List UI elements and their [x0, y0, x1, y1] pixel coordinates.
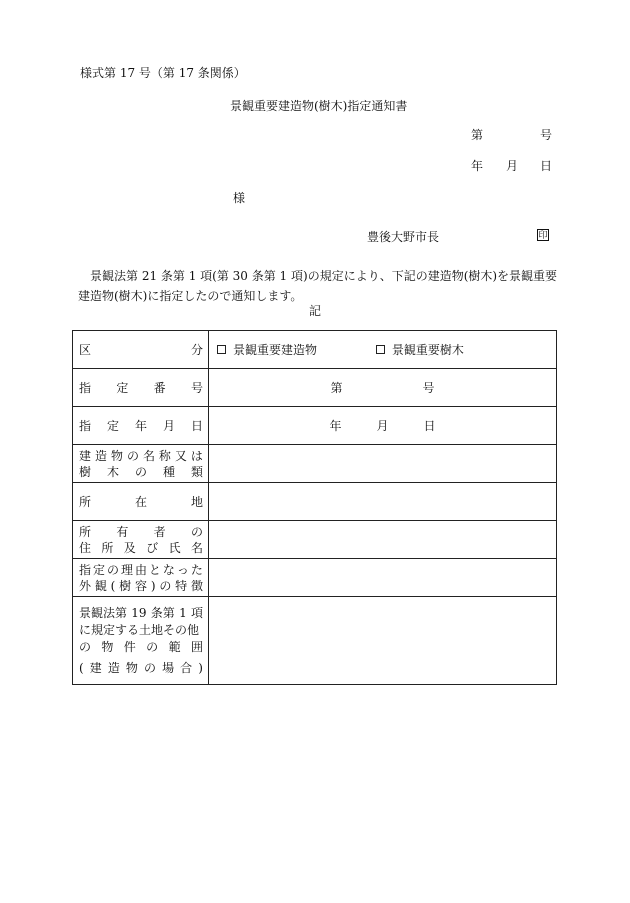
label-char: の [134, 464, 147, 479]
label-char: 樹 [79, 464, 92, 479]
label-char: 囲 [190, 639, 203, 654]
table-row [73, 407, 557, 445]
label-char: 項 [190, 605, 203, 620]
table-row [73, 369, 557, 407]
designation-reason-value[interactable] [209, 559, 557, 597]
property-scope-value[interactable] [209, 597, 557, 685]
label-char: 合 [180, 660, 193, 675]
label-char: の [126, 448, 139, 463]
label-char: の [190, 524, 203, 539]
label-char: 定 [92, 562, 105, 577]
seal-mark: 印 [538, 231, 548, 241]
label-char: 容 [134, 578, 147, 593]
issuer-name: 豊後大野市長 [367, 230, 440, 244]
row-label-location [73, 483, 209, 521]
location-value[interactable] [209, 483, 557, 521]
label-char: 物 [125, 660, 138, 675]
row-label-designation-number [73, 369, 209, 407]
table-row [73, 331, 557, 369]
label-char: 造 [107, 660, 120, 675]
number-prefix-label: 第 [330, 381, 343, 395]
label-char: 所 [79, 495, 92, 509]
label-char: 日 [190, 419, 203, 433]
label-char: 物 [110, 448, 123, 463]
owner-value[interactable] [209, 521, 557, 559]
label-char: 理 [120, 562, 133, 577]
label-char: 及 [123, 540, 136, 555]
date-day-cell-label: 日 [423, 419, 436, 433]
checkbox-tree[interactable] [376, 341, 464, 358]
label-char: 19 [131, 605, 147, 620]
label-char: 樹 [119, 578, 132, 593]
date-day-label: 日 [540, 159, 553, 173]
label-text: に規定する土地その他 [79, 622, 200, 637]
table-row [73, 445, 557, 483]
label-char: 番 [153, 381, 166, 395]
label-char: 物 [101, 639, 114, 654]
label-char: 者 [153, 524, 166, 539]
label-char: 又 [174, 448, 187, 463]
addressee-suffix: 様 [233, 191, 246, 205]
label-char: の [79, 639, 92, 654]
row-label-building-name [73, 445, 209, 483]
label-char: な [162, 562, 175, 577]
label-char: た [190, 562, 203, 577]
row-label-designation-date [73, 407, 209, 445]
label-char: 住 [79, 540, 92, 555]
label-char: び [146, 540, 159, 555]
label-char: 分 [190, 343, 203, 357]
label-char: 所 [101, 540, 114, 555]
label-char: 年 [134, 419, 147, 433]
category-value-cell [209, 331, 557, 369]
label-char: 号 [190, 381, 203, 395]
designation-details-table [72, 330, 557, 685]
label-char: 徴 [190, 578, 203, 593]
table-row [73, 521, 557, 559]
label-char: 外 [79, 578, 92, 593]
label-char: 特 [175, 578, 188, 593]
label-char: 地 [190, 495, 203, 509]
date-year-cell-label: 年 [329, 419, 342, 433]
label-char: ( [79, 660, 84, 675]
label-char: ) [150, 578, 156, 593]
label-char: 指 [79, 381, 92, 395]
label-char: 景観法第 [79, 605, 128, 620]
label-char: 有 [116, 524, 129, 539]
label-char: と [148, 562, 161, 577]
checkbox-building[interactable] [217, 341, 317, 358]
label-char: 観 [94, 578, 107, 593]
date-month-cell-label: 月 [376, 419, 389, 433]
label-char: 建 [79, 448, 92, 463]
number-prefix: 第 [471, 128, 484, 142]
label-char: 名 [142, 448, 155, 463]
form-number: 様式第 17 号（第 17 条関係） [80, 66, 246, 80]
label-char: っ [176, 562, 189, 577]
label-char: 氏 [168, 540, 181, 555]
row-label-category [73, 331, 209, 369]
label-char: は [190, 448, 203, 463]
label-char: 月 [162, 419, 175, 433]
row-label-designation-reason [73, 559, 209, 597]
row-label-property-scope [73, 597, 209, 685]
label-char: 種 [162, 464, 175, 479]
label-char: 称 [158, 448, 171, 463]
table-row [73, 559, 557, 597]
label-char: 所 [79, 524, 92, 539]
label-char: 1 [179, 605, 187, 620]
label-char: の [159, 578, 172, 593]
table-row [73, 483, 557, 521]
label-char: 指 [79, 562, 92, 577]
building-name-value[interactable] [209, 445, 557, 483]
document-title: 景観重要建造物(樹木)指定通知書 [230, 99, 408, 113]
label-char: 指 [79, 419, 92, 433]
label-char: の [143, 660, 156, 675]
number-suffix-label: 号 [422, 381, 435, 395]
designation-number-value [209, 369, 557, 407]
checkbox-square-icon[interactable] [217, 345, 226, 354]
label-char: 定 [116, 381, 129, 395]
label-char: 造 [94, 448, 107, 463]
row-label-owner [73, 521, 209, 559]
label-char: 由 [134, 562, 147, 577]
number-suffix: 号 [540, 128, 553, 142]
label-char: ) [198, 660, 203, 675]
label-char: 件 [123, 639, 136, 654]
label-char: 名 [190, 540, 203, 555]
date-year-label: 年 [471, 159, 484, 173]
label-char: の [146, 639, 159, 654]
label-char: 条第 [150, 605, 175, 620]
checkbox-square-icon[interactable] [376, 345, 385, 354]
label-char: 類 [190, 464, 203, 479]
label-char: 場 [162, 660, 175, 675]
table-row [73, 597, 557, 685]
label-char: 建 [89, 660, 102, 675]
label-char: の [106, 562, 119, 577]
label-char: 範 [168, 639, 181, 654]
option-building-label: 景観重要建造物 [233, 343, 318, 357]
label-char: 定 [106, 419, 119, 433]
label-char: 木 [106, 464, 119, 479]
designation-date-value [209, 407, 557, 445]
label-char: 在 [134, 495, 147, 509]
label-char: 区 [79, 343, 92, 357]
option-tree-label: 景観重要樹木 [391, 343, 464, 357]
date-month-label: 月 [506, 159, 519, 173]
label-char: ( [110, 578, 116, 593]
notification-body-text: 景観法第 21 条第 1 項(第 30 条第 1 項)の規定により、下記の建造物(樹木)を景観重要建造物(樹木)に指定したので通知します。 [78, 269, 558, 303]
ki-label: 記 [309, 304, 322, 318]
